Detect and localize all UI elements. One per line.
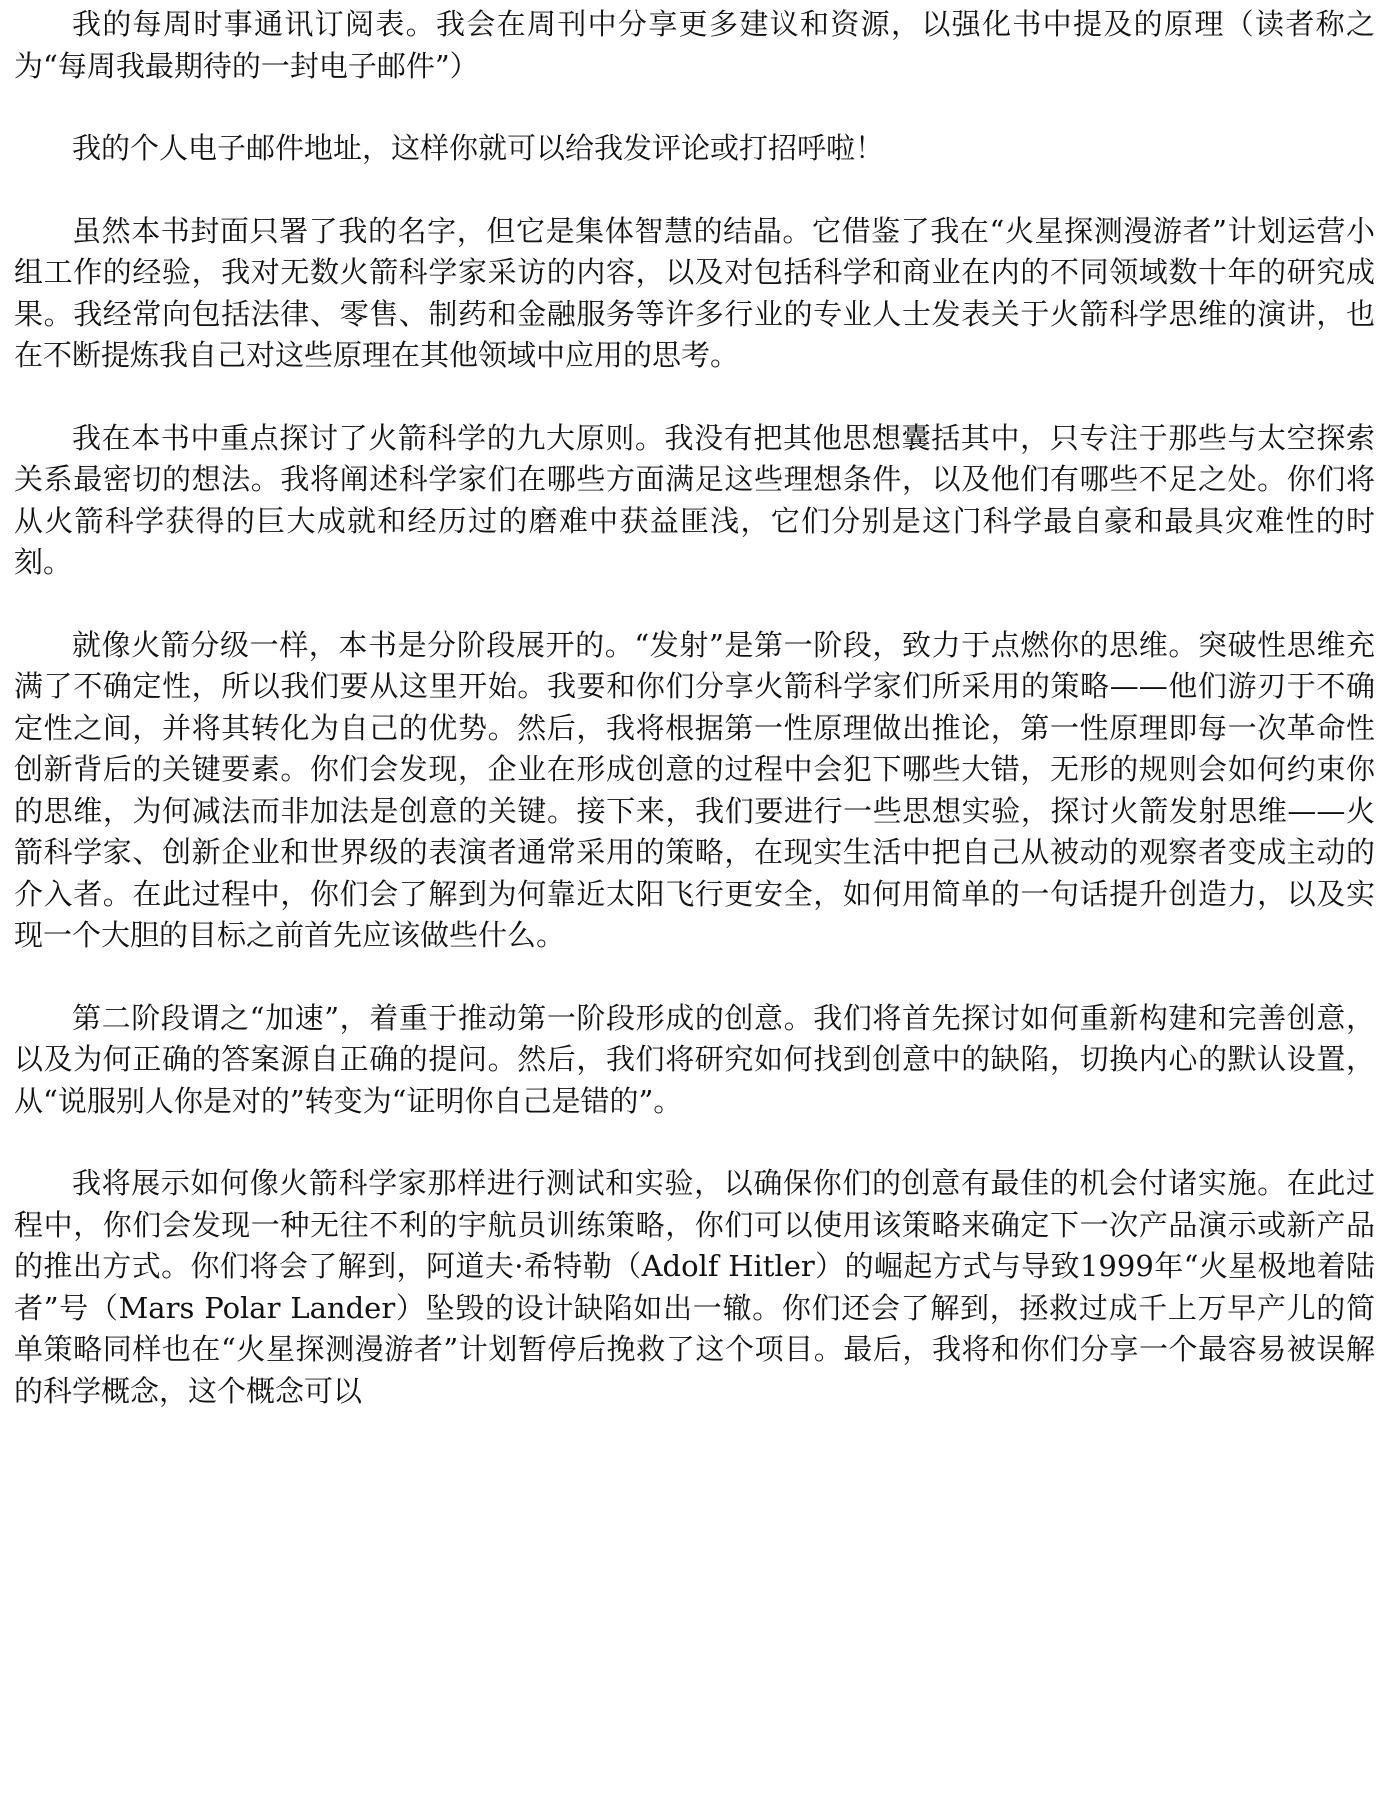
paragraph-stage-one-launch: 就像火箭分级一样，本书是分阶段展开的。“发射”是第一阶段，致力于点燃你的思维。突破性思维充满了不确定性，所以我们要从这里开始。我要和你们分享火箭科学家们所采用的策略——他们游刃于不确定性之间，并将其转化为自己的优势。然后，我将根据第一性原理做出推论，第一性原理即每一次革命性创新背后的关键要素。你们会发现，企业在形成创意的过程中会犯下哪些大错，无形的规则会如何约束你的思维，为何减法而非加法是创意的关键。接下来，我们要进行一些思想实验，探讨火箭发射思维——火箭科学家、创新企业和世界级的表演者通常采用的策略，在现实生活中把自己从被动的观察者变成主动的介入者。在此过程中，你们会了解到为何靠近太阳飞行更安全，如何用简单的一句话提升创造力，以及实现一个大胆的目标之前首先应该做些什么。: [14, 627, 1375, 952]
paragraph-email: 我的个人电子邮件地址，这样你就可以给我发评论或打招呼啦！: [72, 131, 885, 165]
paragraph-newsletter: 我的每周时事通讯订阅表。我会在周刊中分享更多建议和资源，以强化书中提及的原理（读者称之为“每周我最期待的一封电子邮件”）: [14, 7, 1375, 83]
paragraph-stage-two-accelerate: 第二阶段谓之“加速”，着重于推动第一阶段形成的创意。我们将首先探讨如何重新构建和完善创意，以及为何正确的答案源自正确的提问。然后，我们将研究如何找到创意中的缺陷，切换内心的默认设置，从“说服别人你是对的”转变为“证明你自己是错的”。: [14, 1000, 1375, 1118]
paragraph-nine-principles: 我在本书中重点探讨了火箭科学的九大原则。我没有把其他思想囊括其中，只专注于那些与太空探索关系最密切的想法。我将阐述科学家们在哪些方面满足这些理想条件，以及他们有哪些不足之处。你们将从火箭科学获得的巨大成就和经历过的磨难中获益匪浅，它们分别是这门科学最自豪和最具灾难性的时刻。: [14, 420, 1375, 579]
paragraph-testing: 我将展示如何像火箭科学家那样进行测试和实验，以确保你们的创意有最佳的机会付诸实施。在此过程中，你们会发现一种无往不利的宇航员训练策略，你们可以使用该策略来确定下一次产品演示或新产品的推出方式。你们将会了解到，阿道夫·希特勒（Adolf Hitler）的崛起方式与导致1999年“火星极地着陆者”号（Mars Polar Lander）坠毁的设计缺陷如出一辙。你们还会了解到，拯救过成千上万早产儿的简单策略同样也在“火星探测漫游者”计划暂停后挽救了这个项目。最后，我将和你们分享一个最容易被误解的科学概念，这个概念可以: [14, 1166, 1375, 1408]
document-page: [14, 4, 1375, 1412]
paragraph-acknowledgement: 虽然本书封面只署了我的名字，但它是集体智慧的结晶。它借鉴了我在“火星探测漫游者”计划运营小组工作的经验，我对无数火箭科学家采访的内容，以及对包括科学和商业在内的不同领域数十年的研究成果。我经常向包括法律、零售、制药和金融服务等许多行业的专业人士发表关于火箭科学思维的演讲，也在不断提炼我自己对这些原理在其他领域中应用的思考。: [14, 213, 1375, 372]
